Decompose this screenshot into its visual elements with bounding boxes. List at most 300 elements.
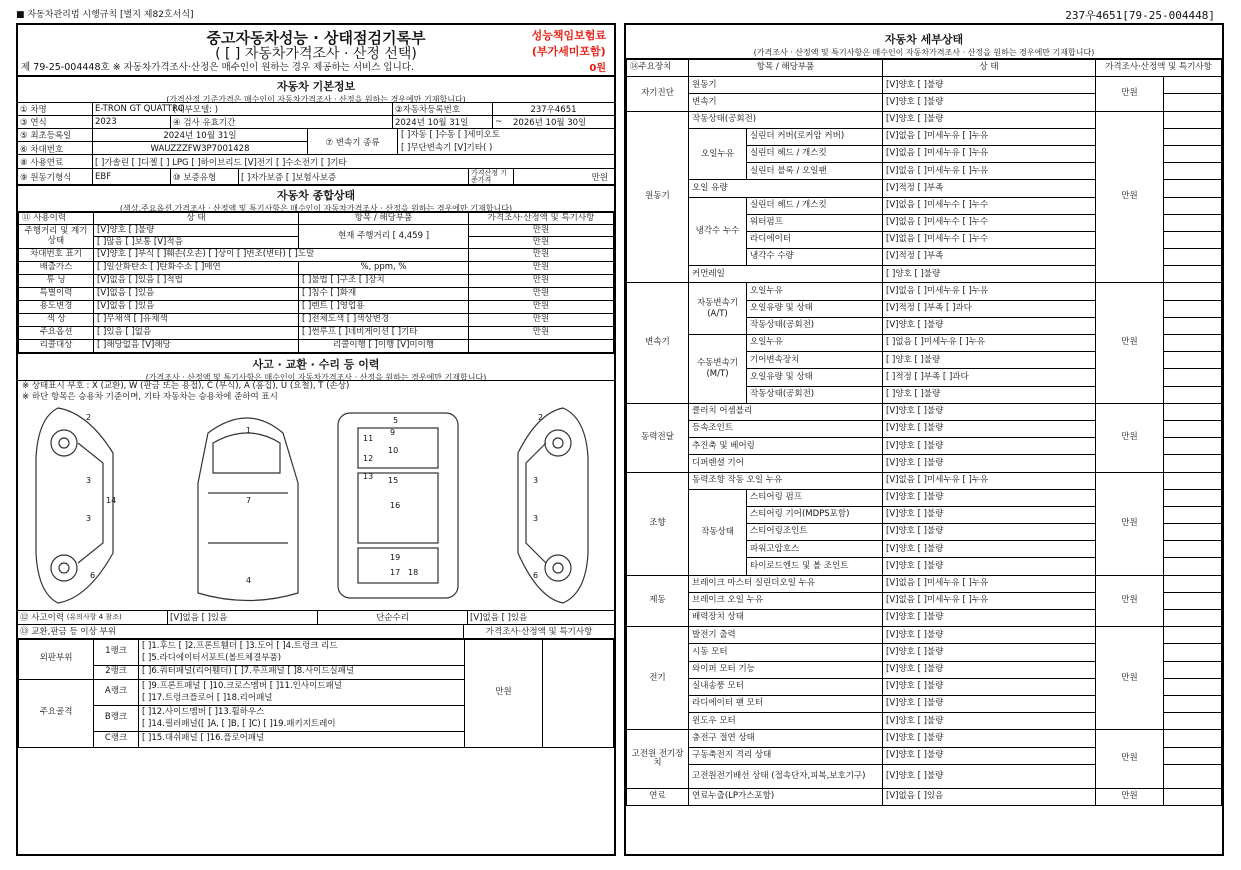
detail-subtitle: (가격조사 · 산정액 및 특기사항은 매수인이 자동차가격조사 · 산정을 원하는 경우에만 기재합니다) — [753, 48, 1095, 57]
inspection-from: 2024년 10월 31일 — [393, 116, 493, 128]
special-history-amount: 만원 — [469, 288, 614, 301]
detail-state: [V]양호 [ ]불량 — [883, 403, 1096, 420]
form-subtitle: ( [ ] 자동차가격조사 · 산정 선택) — [215, 46, 417, 62]
accident-history-row — [18, 611, 614, 625]
device-group-label: 제동 — [627, 575, 689, 627]
table-row — [627, 77, 1222, 94]
rank-a-line2: [ ]17.트렁크플로어 [ ]18.리어패널 — [142, 693, 273, 703]
basic-info-header — [18, 77, 614, 103]
transmission-label: ⑦ 변속기 종류 — [308, 129, 398, 154]
basic-info-subtitle: (가격산정 기준가격은 매수인이 자동차가격조사 · 산정을 원하는 경우에만 기재합니다) — [166, 95, 466, 104]
diagram-label-14: 14 — [106, 495, 117, 505]
mileage-state1: [V]양호 [ ]불량 — [94, 225, 299, 237]
rank-a: A랭크 — [94, 679, 139, 705]
detail-state: [V]적정 [ ]부족 — [883, 180, 1096, 197]
emission-label: 배출가스 — [19, 262, 94, 275]
rank-b: B랭크 — [94, 705, 139, 731]
simple-repair-label: 단순수리 — [318, 611, 468, 624]
warranty-label: ⑩ 보증유형 — [171, 169, 239, 184]
rank-1-items — [139, 639, 465, 665]
detail-note — [1164, 317, 1222, 334]
detail-item: 시동 모터 — [689, 644, 883, 661]
rank-notes — [543, 639, 614, 747]
detail-state: [V]없음 [ ]미세누유 [ ]누유 — [883, 592, 1096, 609]
basic-info-title: 자동차 기본정보 — [276, 80, 356, 93]
detail-subitem: 타이로드엔드 및 볼 조인트 — [747, 558, 883, 575]
car-diagram — [18, 403, 614, 611]
diagram-label-6: 6 — [90, 570, 96, 580]
mileage-item: 현재 주행거리 [ 4,459 ] — [299, 225, 469, 249]
summary-col-state: 상 태 — [94, 213, 299, 225]
diagram-label-3: 3 — [86, 475, 92, 485]
tuning-amount: 만원 — [469, 275, 614, 288]
detail-state: [V]없음 [ ]미세누수 [ ]누수 — [883, 197, 1096, 214]
diagram-label-1: 1 — [246, 425, 252, 435]
accident-history-title: ⑫ 사고이력 — [20, 613, 65, 623]
table-row — [19, 639, 614, 665]
diagram-label-7: 7 — [246, 495, 252, 505]
detail-note — [1164, 524, 1222, 541]
diagram-label-19: 19 — [390, 552, 401, 562]
table-row — [19, 288, 614, 301]
detail-note — [1164, 788, 1222, 805]
device-group-label: 자기진단 — [627, 77, 689, 111]
device-group-label: 동력전달 — [627, 403, 689, 472]
detail-subitem: 오일유량 및 상태 — [747, 300, 883, 317]
rank-a-items — [139, 679, 465, 705]
rank-amount: 만원 — [465, 639, 543, 747]
detail-item: 브레이크 마스터 실린더오일 누유 — [689, 575, 883, 592]
emission-state: [ ]일산화탄소 [ ]탄화수소 [ ]매연 — [94, 262, 299, 275]
special-history-label: 특별이력 — [19, 288, 94, 301]
detail-note — [1164, 764, 1222, 788]
detail-subitem: 스티어링 기어(MDPS포함) — [747, 506, 883, 523]
inspection-label: ④ 검사 유효기간 — [171, 116, 393, 128]
detail-note — [1164, 489, 1222, 506]
detail-amount: 만원 — [1096, 575, 1164, 627]
detail-item: 고전원전기배선 상태 (접속단자,피복,보호기구) — [689, 764, 883, 788]
fuel-label: ⑧ 사용연료 — [18, 155, 93, 168]
diagram-label-11: 11 — [363, 433, 374, 443]
insurance-badge-line1: 성능책임보험료 — [531, 29, 606, 42]
device-group-label: 전기 — [627, 627, 689, 730]
detail-amount: 만원 — [1096, 403, 1164, 472]
usage-change-item: [ ]렌트 [ ]영업용 — [299, 301, 469, 314]
rank-a-line1: [ ]9.프론트패널 [ ]10.크로스멤버 [ ]11.인사이드패널 — [142, 681, 342, 691]
detail-state: [V]양호 [ ]불량 — [883, 627, 1096, 644]
detail-note — [1164, 163, 1222, 180]
detail-note — [1164, 455, 1222, 472]
detail-note — [1164, 77, 1222, 94]
detail-state: [V]양호 [ ]불량 — [883, 438, 1096, 455]
table-row — [627, 472, 1222, 489]
table-row — [627, 730, 1222, 747]
rank-table — [18, 639, 614, 748]
detail-subitem: 실린더 커버(로커암 커버) — [747, 128, 883, 145]
detail-note — [1164, 438, 1222, 455]
detail-note — [1164, 352, 1222, 369]
insurance-badge — [532, 27, 606, 59]
detail-subitem: 작동상태(공회전) — [747, 317, 883, 334]
detail-state: [V]양호 [ ]불량 — [883, 77, 1096, 94]
mileage-label: 주행거리 및 계기상태 — [19, 225, 94, 249]
detail-state: [V]양호 [ ]불량 — [883, 541, 1096, 558]
emission-item: %, ppm, % — [299, 262, 469, 275]
year-row — [18, 116, 614, 129]
table-row — [627, 627, 1222, 644]
summary-col-amount: 가격조사·산정액 및 특기사항 — [469, 213, 614, 225]
options-state: [ ]있음 [ ]없음 — [94, 327, 299, 340]
summary-header — [18, 186, 614, 212]
detail-state: [V]양호 [ ]불량 — [883, 317, 1096, 334]
detail-item: 실내송풍 모터 — [689, 678, 883, 695]
first-reg-value: 2024년 10월 31일 — [163, 131, 237, 141]
detail-note — [1164, 403, 1222, 420]
diagram-label-6r: 6 — [533, 570, 539, 580]
detail-state: [V]없음 [ ]미세누수 [ ]누수 — [883, 231, 1096, 248]
detail-state: [ ]양호 [ ]불량 — [883, 266, 1096, 283]
car-model-detail: (세부모델: ) — [171, 103, 393, 115]
simple-repair-value: [V]없음 [ ]있음 — [470, 613, 528, 623]
summary-col-history: ⑪ 사용이력 — [19, 213, 94, 225]
rank-2: 2랭크 — [94, 665, 139, 679]
summary-subtitle: (색상,주요옵션,가격조사 · 산정액 및 특기사항은 매수인이 자동차가격조사 · 산정을 원하는 경우에만 기재합니다) — [119, 204, 513, 213]
detail-note — [1164, 300, 1222, 317]
detail-note — [1164, 627, 1222, 644]
vin-marking-amount: 만원 — [469, 249, 614, 262]
detail-note — [1164, 644, 1222, 661]
device-group-label: 변속기 — [627, 283, 689, 403]
accident-history-label — [18, 611, 168, 624]
tuning-item: [ ]불법 [ ]구조 [ ]장치 — [299, 275, 469, 288]
table-row — [19, 249, 614, 262]
table-row — [627, 111, 1222, 128]
detail-col-state: 상 태 — [883, 60, 1096, 77]
table-row — [19, 340, 614, 353]
detail-note — [1164, 713, 1222, 730]
reg-no-value: 237우4651 — [530, 105, 577, 115]
std-price-unit: 만원 — [591, 172, 608, 183]
detail-item: 커먼레일 — [689, 266, 883, 283]
detail-item: 와이퍼 모터 기능 — [689, 661, 883, 678]
emission-amount: 만원 — [469, 262, 614, 275]
detail-subitem: 기어변속장치 — [747, 352, 883, 369]
detail-state: [V]없음 [ ]미세누유 [ ]누유 — [883, 145, 1096, 162]
vin-marking-state: [V]양호 [ ]부식 [ ]훼손(오손) [ ]상이 [ ]변조(변타) [ ]도말 — [94, 249, 469, 262]
accident-history-value: [V]없음 [ ]있음 — [168, 611, 318, 624]
detail-state: [V]없음 [ ]미세누유 [ ]누유 — [883, 128, 1096, 145]
detail-state: [V]양호 [ ]불량 — [883, 558, 1096, 575]
rank-2-items: [ ]6.쿼터패널(리어휀더) [ ]7.루프패널 [ ]8.사이드실패널 — [139, 665, 465, 679]
detail-state: [V]양호 [ ]불량 — [883, 506, 1096, 523]
detail-state: [V]양호 [ ]불량 — [883, 524, 1096, 541]
detail-note — [1164, 386, 1222, 403]
rank-1: 1랭크 — [94, 639, 139, 665]
detail-state: [V]없음 [ ]미세누수 [ ]누수 — [883, 214, 1096, 231]
detail-header-row — [627, 60, 1222, 77]
diagram-label-13: 13 — [363, 471, 374, 481]
detail-note — [1164, 94, 1222, 111]
detail-note — [1164, 730, 1222, 747]
detail-amount: 만원 — [1096, 730, 1164, 788]
detail-subitem: 오일유량 및 상태 — [747, 369, 883, 386]
year-value: 2023 — [93, 116, 171, 128]
diagram-label-3r2: 3 — [533, 513, 539, 523]
detail-subitem: 실린더 블록 / 오일팬 — [747, 163, 883, 180]
usage-change-state: [V]없음 [ ]있음 — [94, 301, 299, 314]
vin-row — [18, 142, 307, 155]
detail-title: 자동차 세부상태 — [884, 33, 964, 46]
table-row — [19, 301, 614, 314]
mileage-amount: 만원 — [469, 225, 614, 237]
detail-item: 연료누출(LP가스포함) — [689, 788, 883, 805]
accident-subtitle: (가격조사 · 산정액 및 특기사항은 매수인이 자동차가격조사 · 산정을 원하는 경우에만 기재합니다) — [145, 372, 487, 382]
detail-item: 오일 유량 — [689, 180, 883, 197]
detail-amount: 만원 — [1096, 472, 1164, 575]
detail-note — [1164, 145, 1222, 162]
detail-note — [1164, 180, 1222, 197]
reg-no-label: ②자동차등록번호 — [393, 103, 493, 115]
diagram-label-15: 15 — [388, 475, 399, 485]
detail-state: [V]없음 [ ]미세누유 [ ]누유 — [883, 163, 1096, 180]
diagram-label-2: 2 — [86, 412, 92, 422]
detail-note — [1164, 369, 1222, 386]
diagram-label-12: 12 — [363, 453, 374, 463]
detail-subgroup-label: 자동변속기 (A/T) — [689, 283, 747, 335]
special-history-state: [V]없음 [ ]있음 — [94, 288, 299, 301]
detail-subitem: 파워고압호스 — [747, 541, 883, 558]
detail-subgroup-label: 작동상태 — [689, 489, 747, 575]
rank-b-line1: [ ]12.사이드멤버 [ ]13.휠하우스 — [142, 707, 265, 717]
detail-state: [V]없음 [ ]미세누유 [ ]누유 — [883, 472, 1096, 489]
detail-state: [V]양호 [ ]불량 — [883, 644, 1096, 661]
detail-note — [1164, 661, 1222, 678]
document-id: 237우4651[79-25-004448] — [1065, 9, 1215, 22]
detail-subgroup-label: 수동변속기 (M/T) — [689, 335, 747, 404]
detail-item: 디퍼렌셜 기어 — [689, 455, 883, 472]
diagram-label-18: 18 — [408, 567, 419, 577]
engine-row — [18, 169, 614, 186]
detail-subitem: 오일누유 — [747, 283, 883, 300]
outer-panel-label: 외판부위 — [19, 639, 94, 679]
detail-item: 충전구 절연 상태 — [689, 730, 883, 747]
usage-change-amount: 만원 — [469, 301, 614, 314]
recall-label: 리콜대상 — [19, 340, 94, 353]
legend-symbols: ※ 상태표시 부호 : X (교환), W (판금 또는 용접), C (부식), A (흠집), U (요철), T (손상) — [22, 380, 350, 391]
detail-note — [1164, 111, 1222, 128]
detail-subitem: 작동상태(공회전) — [747, 386, 883, 403]
form-reference: ■ 자동차관리법 시행규칙 [별지 제82호서식] — [16, 10, 194, 20]
detail-note — [1164, 128, 1222, 145]
legend-note: ※ 하단 항목은 승용차 기준이며, 기타 자동차는 승용차에 준하여 표시 — [22, 391, 278, 402]
detail-state: [V]양호 [ ]불량 — [883, 747, 1096, 764]
detail-note — [1164, 283, 1222, 300]
rank-1-line1: [ ]1.후드 [ ]2.프론트휀더 [ ]3.도어 [ ]4.트렁크 리드 — [142, 641, 338, 651]
color-item: [ ]전체도색 [ ]색상변경 — [299, 314, 469, 327]
accident-title: 사고 · 교환 · 수리 등 이력 — [252, 357, 380, 371]
accident-history-note: (유의사항 4 참조) — [66, 613, 122, 621]
transmission-line2: [ ]무단변속기 [V]기타( ) — [401, 143, 493, 153]
detail-col-device: ⑭주요장치 — [627, 60, 689, 77]
detail-state: [V]양호 [ ]불량 — [883, 695, 1096, 712]
std-price-label: 가격산정 기준가격 — [469, 169, 514, 184]
detail-note — [1164, 610, 1222, 627]
form-title-block — [18, 25, 614, 62]
detail-state: [ ]양호 [ ]불량 — [883, 352, 1096, 369]
detail-note — [1164, 558, 1222, 575]
reg-trans-block — [18, 129, 614, 155]
fuel-options: [ ]가솔린 [ ]디젤 [ ] LPG [ ]하이브리드 [V]전기 [ ]수소전기 [ ]기타 — [95, 157, 347, 168]
device-group-label: 고전원 전기장치 — [627, 730, 689, 788]
summary-header-row — [19, 213, 614, 225]
detail-state: [V]양호 [ ]불량 — [883, 94, 1096, 111]
detail-note — [1164, 575, 1222, 592]
detail-item: 라디에이터 팬 모터 — [689, 695, 883, 712]
detail-note — [1164, 678, 1222, 695]
detail-state: [V]양호 [ ]불량 — [883, 678, 1096, 695]
detail-item: 브레이크 오일 누유 — [689, 592, 883, 609]
mileage-state2: [ ]많음 [ ]보통 [V]적음 — [94, 237, 299, 249]
detail-note — [1164, 197, 1222, 214]
tuning-label: 튜 닝 — [19, 275, 94, 288]
detail-item: 구동축전지 격리 상태 — [689, 747, 883, 764]
first-reg-row — [18, 129, 307, 142]
car-name-row — [18, 103, 614, 116]
document-number: 제 79-25-004448호 ※ 자동차가격조사·산정은 매수인이 원하는 경우 제공하는 서비스 입니다. — [21, 62, 414, 73]
detail-item: 발전기 출력 — [689, 627, 883, 644]
diagram-label-16: 16 — [390, 500, 401, 510]
detail-table — [626, 59, 1222, 806]
color-amount: 만원 — [469, 314, 614, 327]
diagram-label-3r: 3 — [533, 475, 539, 485]
detail-amount: 만원 — [1096, 77, 1164, 111]
table-row — [627, 788, 1222, 805]
detail-state: [V]양호 [ ]불량 — [883, 455, 1096, 472]
detail-state: [V]양호 [ ]불량 — [883, 111, 1096, 128]
vin-marking-label: 차대번호 표기 — [19, 249, 94, 262]
detail-header — [626, 25, 1222, 59]
detail-note — [1164, 249, 1222, 266]
detail-note — [1164, 747, 1222, 764]
recall-amount — [469, 340, 614, 353]
detail-note — [1164, 592, 1222, 609]
form-title: 중고자동차성능 · 상태점검기록부 — [206, 29, 426, 47]
detail-state: [V]없음 [ ]미세누유 [ ]누유 — [883, 575, 1096, 592]
car-name-label: ① 차명 — [18, 103, 93, 115]
detail-note — [1164, 541, 1222, 558]
diagram-label-2r: 2 — [538, 412, 544, 422]
detail-note — [1164, 472, 1222, 489]
detail-state: [V]없음 [ ]있음 — [883, 788, 1096, 805]
car-outline-svg — [18, 403, 614, 608]
table-row — [19, 225, 614, 237]
options-item: [ ]썬루프 [ ]네비게이션 [ ]기타 — [299, 327, 469, 340]
detail-state: [ ]없음 [ ]미세누유 [ ]누유 — [883, 335, 1096, 352]
year-label: ③ 연식 — [18, 116, 93, 128]
detail-state: [V]양호 [ ]불량 — [883, 420, 1096, 437]
table-row — [627, 283, 1222, 300]
recall-state: [ ]해당없음 [V]해당 — [94, 340, 299, 353]
color-state: [ ]무채색 [ ]유채색 — [94, 314, 299, 327]
detail-state: [V]적정 [ ]부족 — [883, 249, 1096, 266]
detail-item: 원동기 — [689, 77, 883, 94]
right-panel — [624, 23, 1224, 856]
rank-c: C랭크 — [94, 731, 139, 747]
color-label: 색 상 — [19, 314, 94, 327]
table-row — [19, 275, 614, 288]
detail-state: [V]없음 [ ]미세누유 [ ]누유 — [883, 283, 1096, 300]
inspection-to: 2026년 10월 30일 — [513, 118, 587, 128]
insurance-fee: 0원 — [589, 63, 606, 74]
diagram-label-17: 17 — [390, 567, 401, 577]
options-amount: 만원 — [469, 327, 614, 340]
detail-state: [V]양호 [ ]불량 — [883, 713, 1096, 730]
detail-note — [1164, 506, 1222, 523]
detail-subitem: 실린더 헤드 / 개스킷 — [747, 197, 883, 214]
detail-amount: 만원 — [1096, 788, 1164, 805]
panel-header-row — [18, 625, 614, 639]
diagram-label-9: 9 — [390, 427, 396, 437]
table-row — [627, 575, 1222, 592]
inspection-tilde: ~ — [495, 117, 503, 127]
accident-legend — [18, 381, 614, 403]
document-number-row — [18, 59, 614, 77]
detail-state: [V]양호 [ ]불량 — [883, 610, 1096, 627]
left-panel — [16, 23, 616, 856]
summary-table — [18, 212, 614, 354]
panel-header-amount: 가격조사·산정액 및 특기사항 — [485, 627, 593, 637]
detail-subgroup-label: 냉각수 누수 — [689, 197, 747, 266]
accident-header — [18, 354, 614, 381]
detail-amount: 만원 — [1096, 283, 1164, 403]
reg-vin-col — [18, 129, 308, 154]
detail-item: 추진축 및 베어링 — [689, 438, 883, 455]
detail-item: 동력조향 작동 오일 누유 — [689, 472, 883, 489]
summary-title: 자동차 종합상태 — [276, 189, 356, 202]
detail-state: [V]적정 [ ]부족 [ ]과다 — [883, 300, 1096, 317]
detail-item: 윈도우 모터 — [689, 713, 883, 730]
detail-item: 배력장치 상태 — [689, 610, 883, 627]
table-row — [19, 262, 614, 275]
detail-item: 변속기 — [689, 94, 883, 111]
car-name-value: E-TRON GT QUATTRO — [95, 104, 185, 114]
detail-state: [ ]양호 [ ]불량 — [883, 386, 1096, 403]
transmission-options — [398, 129, 614, 154]
detail-state: [V]양호 [ ]불량 — [883, 661, 1096, 678]
detail-amount: 만원 — [1096, 627, 1164, 730]
detail-state: [V]양호 [ ]불량 — [883, 764, 1096, 788]
detail-note — [1164, 231, 1222, 248]
engine-value: EBF — [93, 169, 171, 184]
mileage-amount2: 만원 — [469, 237, 614, 249]
summary-col-item: 항목 / 해당부품 — [299, 213, 469, 225]
diagram-label-4: 4 — [246, 575, 252, 585]
transmission-line1: [ ]자동 [ ]수동 [ ]세미오토 — [401, 130, 501, 140]
detail-subitem: 스티어링조인트 — [747, 524, 883, 541]
recall-item: 리콜이행 [ ]이행 [V]미이행 — [299, 340, 469, 353]
panel-header-label: ⑬ 교환,판금 등 이상 부위 — [18, 625, 464, 638]
table-row — [19, 327, 614, 340]
detail-state: [ ]적정 [ ]부족 [ ]과다 — [883, 369, 1096, 386]
tuning-state: [V]없음 [ ]있음 [ ]적법 — [94, 275, 299, 288]
frame-label: 주요골격 — [19, 679, 94, 747]
rank-c-items: [ ]15.대쉬패널 [ ]16.플로어패널 — [139, 731, 465, 747]
device-group-label: 연료 — [627, 788, 689, 805]
rank-1-line2: [ ]5.라디에이터서포트(볼트체결부품) — [142, 653, 282, 663]
warranty-options: [ ]자가보증 [ ]보험사보증 — [239, 169, 469, 184]
detail-state: [V]양호 [ ]불량 — [883, 730, 1096, 747]
detail-state: [V]양호 [ ]불량 — [883, 489, 1096, 506]
